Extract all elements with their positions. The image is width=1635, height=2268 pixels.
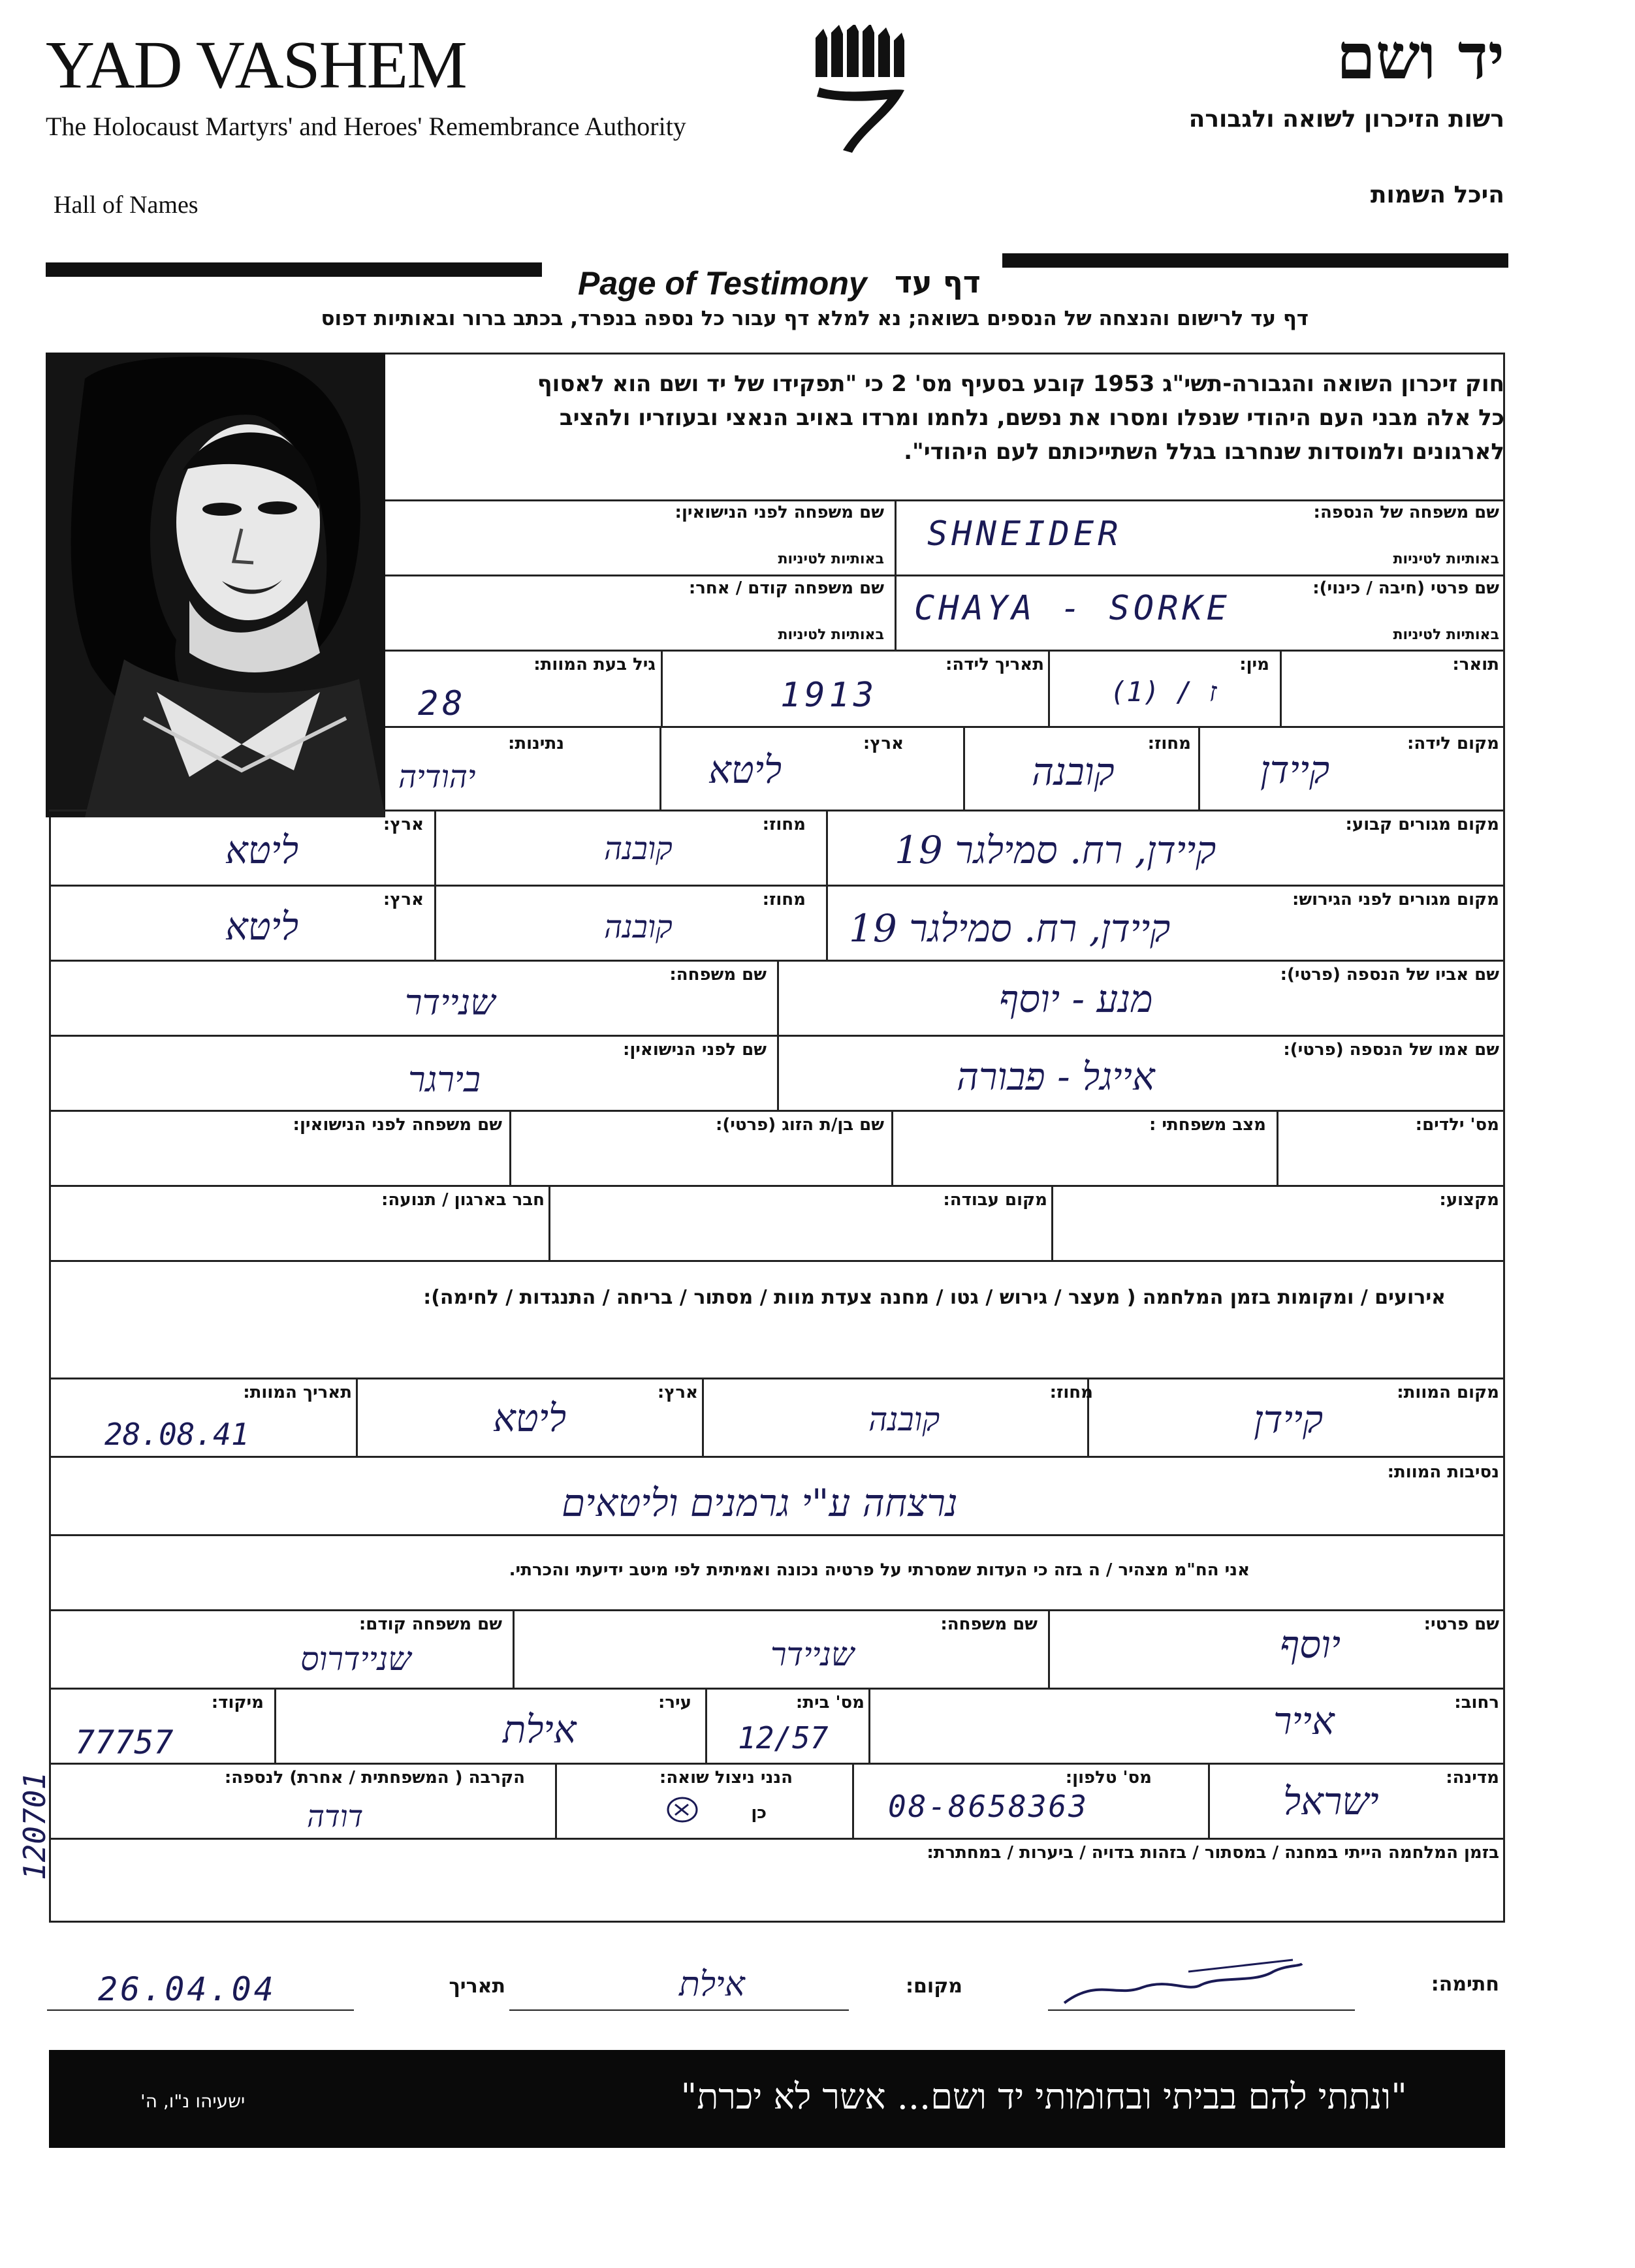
- footer-source: ישעיהו נ"ו, ה': [140, 2090, 246, 2112]
- value-country2: ישראל: [1283, 1779, 1379, 1823]
- label-signature: חתימה:: [1431, 1973, 1499, 1996]
- value-death-district: קובנה: [868, 1400, 940, 1438]
- witness-signature-icon: [1058, 1952, 1306, 2011]
- label-events: אירועים / ומקומות בזמן המלחמה ( מעצר / גירוש / גטו / מחנה צעדת מוות / מסתור / בריחה / התנגדות / לחימה):: [423, 1286, 1446, 1309]
- value-zip: 77757: [75, 1724, 174, 1761]
- value-victim-surname: SHNEIDER: [927, 514, 1122, 554]
- label-res2-district: מחוז:: [762, 890, 806, 909]
- law-line-1: חוק זיכרון השואה והגבורה-תשי"ג 1953 קובע בסעיף מס' 2 כי "תפקידו של יד ושם הוא לאסוף: [537, 371, 1504, 397]
- label-spouse-maiden: שם משפחה לפני הנישואין:: [293, 1115, 502, 1135]
- label-victim-surname: שם משפחה של הנספה:: [1313, 503, 1499, 522]
- label-witness-surname: שם משפחה:: [940, 1614, 1038, 1634]
- page-title-he: דף עד: [895, 264, 981, 300]
- value-father-surname: שניידר: [405, 982, 496, 1023]
- label-first-name: שם פרטי (חיבה / כינוי):: [1312, 578, 1499, 598]
- label-profession: מקצוע:: [1439, 1190, 1499, 1210]
- value-birth-date: 1913: [780, 676, 878, 715]
- label-latin-4: באותיות לטיניות: [778, 627, 884, 643]
- date-line: [47, 2009, 354, 2011]
- value-house-no: 12/57: [738, 1720, 829, 1756]
- value-birth-place: קיידן: [1260, 748, 1330, 792]
- label-latin-3: באותיות לטיניות: [1393, 627, 1499, 643]
- label-organization: חבר בארגון / תנועה:: [381, 1190, 545, 1210]
- value-death-date: 28.08.41: [104, 1417, 249, 1452]
- label-title: תואר:: [1452, 655, 1499, 674]
- hall-of-names-he: היכל השמות: [1370, 181, 1504, 208]
- value-witness-prev-surname: שניידרוס: [300, 1640, 411, 1678]
- value-relation: דודה: [307, 1799, 364, 1834]
- footer-quote: "ונתתי להם בביתי ובחומותי יד ושם... אשר לא יכרת": [680, 2076, 1407, 2117]
- label-permanent-residence: מקום מגורים קבוע:: [1345, 815, 1499, 834]
- label-birth-date: תאריך לידה:: [945, 655, 1044, 674]
- value-birth-country: ליטא: [708, 748, 782, 792]
- label-survivor: הנני ניצול שואה:: [659, 1768, 793, 1788]
- law-line-2: כל אלה מבני העם היהודי שנפלו ומסרו את נפשם, נלחמו ומרדו באויב הנאצי ובעוזריו ולהציב: [559, 405, 1504, 431]
- hall-of-names-en: Hall of Names: [54, 191, 198, 219]
- value-sign-place: אילת: [679, 1965, 745, 2004]
- label-latin-1: באותיות לטיניות: [1393, 551, 1499, 567]
- label-mother-name: שם אמו של הנספה (פרטי):: [1283, 1040, 1499, 1060]
- law-line-3: לארגונים ולמוסדות שנחרבו בגלל השתייכותם לעם היהודי".: [904, 439, 1504, 465]
- value-res2-district: קובנה: [604, 909, 673, 945]
- title-bar-left: [46, 262, 542, 277]
- label-father-name: שם אביו של הנספה (פרטי):: [1280, 965, 1499, 984]
- value-witness-first: יוסף: [1280, 1622, 1341, 1667]
- value-witness-surname: שניידר: [770, 1635, 855, 1673]
- label-gender: מין:: [1239, 655, 1269, 674]
- label-witness-prev-surname: שם משפחה קודם:: [358, 1614, 502, 1634]
- label-survivor-yes: כן: [751, 1803, 767, 1823]
- label-res-district: מחוז:: [762, 815, 806, 834]
- label-workplace: מקום עבודה:: [943, 1190, 1047, 1210]
- org-subtitle-he: רשות הזיכרון לשואה ולגבורה: [1188, 106, 1504, 133]
- label-res-country: ארץ:: [383, 815, 424, 834]
- org-subtitle-en: The Holocaust Martyrs' and Heroes' Remembrance Authority: [46, 112, 686, 141]
- label-maiden-name: שם משפחה לפני הנישואין:: [675, 503, 884, 522]
- label-marital-status: מצב משפחתי :: [1149, 1115, 1266, 1135]
- label-birth-district: מחוז:: [1147, 734, 1191, 753]
- value-father-name: מנע - יוסף: [999, 977, 1153, 1021]
- label-city: עיר:: [658, 1693, 691, 1712]
- place-line: [509, 2009, 849, 2011]
- label-phone: מס' טלפון:: [1065, 1768, 1152, 1788]
- value-birth-district: קובנה: [1032, 749, 1115, 794]
- label-birth-place: מקום לידה:: [1407, 734, 1499, 753]
- label-street: רחוב:: [1454, 1693, 1499, 1712]
- value-res-country: ליטא: [225, 828, 299, 872]
- label-mother-maiden: שם לפני הנישואין:: [622, 1040, 767, 1060]
- value-first-name: CHAYA - SORKE: [914, 589, 1231, 628]
- label-latin-2: באותיות לטיניות: [778, 551, 884, 567]
- value-gender: ז / (1): [1110, 676, 1217, 708]
- value-age-at-death: 28: [418, 684, 467, 723]
- victim-photo: [46, 353, 385, 817]
- label-death-circumstances: נסיבות המוות:: [1387, 1462, 1499, 1482]
- label-death-place: מקום המוות:: [1397, 1383, 1499, 1402]
- label-death-country: ארץ:: [657, 1383, 698, 1402]
- title-bar-right: [1002, 253, 1508, 268]
- label-war-status: בזמן המלחמה הייתי במחנה / במסתור / בזהות בדויה / ביערות / במחתרת:: [927, 1843, 1499, 1863]
- label-death-date: תאריך המוות:: [243, 1383, 352, 1402]
- label-zip: מיקוד:: [211, 1693, 264, 1712]
- value-sign-date: 26.04.04: [98, 1970, 276, 2008]
- label-sign-place: מקום:: [906, 1975, 962, 1998]
- value-res-district: קובנה: [604, 830, 673, 867]
- label-country2: מדינה:: [1446, 1768, 1499, 1788]
- label-spouse-name: שם בן/ת הזוג (פרטי):: [715, 1115, 884, 1135]
- value-nationality: יהודיה: [398, 759, 476, 795]
- value-res2-country: ליטא: [225, 904, 299, 949]
- label-witness-first: שם פרטי:: [1423, 1614, 1499, 1634]
- value-phone: 08-8658363: [888, 1789, 1088, 1824]
- label-res2-country: ארץ:: [383, 890, 424, 909]
- yad-vashem-logo-icon: [806, 25, 911, 155]
- instructions: דף עד לרישום והנצחה של הנספים בשואה; נא למלא דף עבור כל נספה בנפרד, בכתב ברור ובאותיות דפוס: [321, 307, 1309, 330]
- value-death-country: ליטא: [493, 1396, 567, 1440]
- value-res2-city: קיידן, רח. סמילגר 19: [849, 906, 1171, 951]
- label-death-district: מחוז:: [1049, 1383, 1093, 1402]
- value-res-city: קיידן, רח. סמילגר 19: [895, 828, 1216, 872]
- label-birth-country: ארץ:: [863, 734, 904, 753]
- page-title-en: Page of Testimony: [578, 265, 867, 302]
- label-nationality: נתינות:: [507, 734, 564, 753]
- label-relation: הקרבה ( המשפחתית / אחרת) לנספה:: [224, 1768, 525, 1788]
- survivor-yes-circled-icon: [666, 1795, 699, 1824]
- org-title-en: YAD VASHEM: [46, 27, 466, 102]
- value-city: אילת: [503, 1707, 577, 1752]
- value-death-circumstances: נרצחה ע"י גרמנים וליטאים: [562, 1481, 958, 1525]
- label-prev-surname: שם משפחה קודם / אחר:: [688, 578, 884, 598]
- label-declaration: אני הח"מ מצהיר / ה בזה כי העדות שמסרתי על פרטיה נכונה ואמיתית לפי מיטב ידיעתי והכרתי.: [509, 1560, 1250, 1580]
- value-death-place: קיידן: [1254, 1397, 1324, 1441]
- org-title-he: יד ושם: [1336, 20, 1504, 93]
- label-house-no: מס' בית:: [795, 1693, 865, 1712]
- value-mother-maiden: בירגר: [408, 1059, 481, 1100]
- footer-banner: [49, 2050, 1505, 2148]
- label-residence-before-deport: מקום מגורים לפני הגירוש:: [1292, 890, 1499, 909]
- side-number: 120701: [17, 1771, 53, 1881]
- label-children-count: מס' ילדים:: [1415, 1115, 1499, 1135]
- label-sign-date: תאריך: [449, 1975, 505, 1998]
- value-street: אייר: [1273, 1699, 1335, 1743]
- value-mother-name: אייגל - פבורה: [957, 1054, 1155, 1099]
- label-age-at-death: גיל בעת המוות:: [533, 655, 656, 674]
- label-father-surname: שם משפחה:: [669, 965, 767, 984]
